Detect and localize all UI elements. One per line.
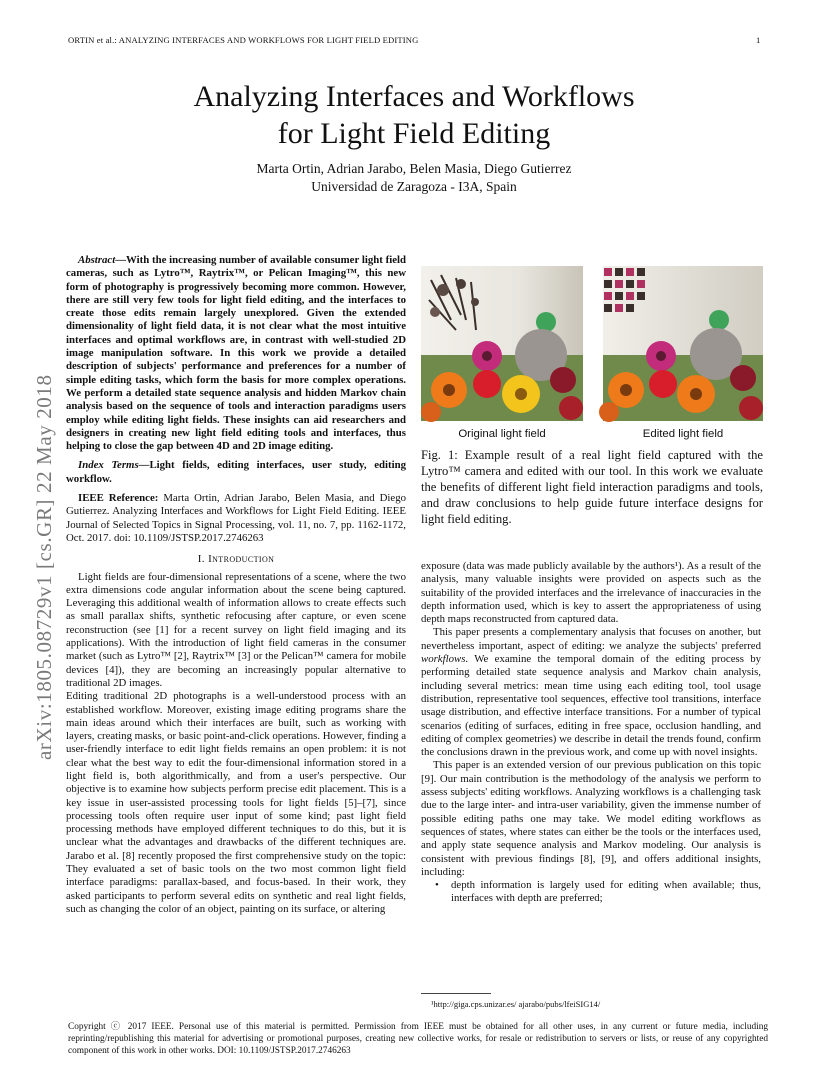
emphasis-workflows: workflows xyxy=(421,653,466,666)
author-affiliation: Universidad de Zaragoza - I3A, Spain xyxy=(311,179,517,194)
bullet-item-1 xyxy=(421,879,761,906)
abstract xyxy=(66,254,406,453)
section-number: I. xyxy=(197,553,205,566)
figure-caption xyxy=(421,447,763,527)
figure-image xyxy=(421,260,763,440)
page-number: 1 xyxy=(756,35,761,45)
right-paragraph-2b: . We examine the temporal domain of the editing process by performing detailed state sequence analysis and Markov chain analysis, including several metrics: mean time using each editing tool, tool usage distribution, representative tool sequences, effective tool transitions, interface usage distribution, and effective interface transitions. For a number of typical scenarios (editing of surfaces, editing in free space, occlusion handling, and editing of complex geometries) we describe in detail the trends found, confirm the conclusions drawn in the previous work, and come up with novel insights. xyxy=(421,653,761,759)
intro-paragraph-2: Editing traditional 2D photographs is a well-understood process with an established workflow. Moreover, existing image editing programs share the main ideas around which their interfaces are built, such as working with layers, creating masks, or basic point-and-click operations. However, finding a user-friendly interface to edit light fields remains an open problem: it is not clear what the best way to edit the four-dimensional information stored in a light field is, both algorithmically, and from a user's perspective. Our objective is to examine how subjects perform precise edit placement. This is a key issue in user-assisted processing tools for light fields [5]–[7], since processing tools often require user input of some kind; past light field processing methods have employed different techniques to do this, but it is unclear what the advantages and drawbacks of the different techniques are. Jarabo et al. [8] recently proposed the first comprehensive study on the topic: They evaluated a set of basic tools on the two most common light field interface paradigms: parallax-based, and focus-based. In their work, they asked participants to perform several edits on synthetic and real light fields, such as changing the color of an object, painting on its surface, or altering xyxy=(66,690,406,915)
copyright-notice: Copyright ⓒ 2017 IEEE. Personal use of this material is permitted. Permission from IEEE must be obtained for all other uses, in any current or future media, including reprinting/republishing this material for advertising or promotional purposes, creating new collective works, for resale or redistribution to servers or lists, or reuse of any copyrighted component of this work in other works. DOI: 10.1109/JSTSP.2017.2746263 xyxy=(68,1022,768,1056)
intro-paragraph-1: Light fields are four-dimensional representations of a scene, where the two extra dimensions code angular information about the scene being captured. Leveraging this additional wealth of information allows to create effects such as small parallax shifts, synthetic refocusing after capture, or even scene reconstruction (see [1] for a recent survey on light field imaging and its applications). With the introduction of light field cameras in the consumer market (such as Lytro™ [2], Raytrix™ [3] or the Pelican™ camera for mobile devices [4]), they are becoming an increasingly popular alternative to traditional 2D images. xyxy=(66,570,406,689)
ieee-reference xyxy=(66,492,406,545)
index-terms xyxy=(66,459,406,486)
paper-title xyxy=(60,78,768,152)
footnote: ¹http://giga.cps.unizar.es/ ajarabo/pubs/lfeiSIG14/ xyxy=(431,999,601,1009)
arxiv-stamp: arXiv:1805.08729v1 [cs.GR] 22 May 2018 xyxy=(32,374,56,760)
running-head: ORTIN et al.: ANALYZING INTERFACES AND WORKFLOWS FOR LIGHT FIELD EDITING xyxy=(68,35,419,45)
abstract-text: —With the increasing number of available consumer light field cameras, such as Lytro™, Raytrix™, or Pelican Imaging™, this new form of photography is progressively becoming more common. However, there are still very few tools for light field editing, and the interfaces to create those edits remain largely unexplored. Given the extended dimensionality of light field data, it is not clear what the most intuitive interfaces and optimal workflows are, in contrast with well-studied 2D image manipulation software. In this work we provide a detailed description of subjects' performance and preferences for a number of simple editing tasks, which form the basis for more complex operations. We perform a detailed state sequence analysis and hidden Markov chain analysis based on the sequence of tools and interaction paradigms users employ while editing light fields. These insights can aid researchers and designers in creating new light field editing tools and interfaces, thus helping to close the gap between 4D and 2D image editing. xyxy=(66,254,406,453)
figure-caption-text: Fig. 1: Example result of a real light field captured with the Lytro™ camera and edited with our tool. In this work we evaluate the benefits of different light field interaction paradigms and tools, and draw conclusions to help guide future interface designs for light field editing. xyxy=(421,448,763,526)
figure-1 xyxy=(421,260,763,440)
index-terms-text: —Light fields, editing interfaces, user study, editing workflow. xyxy=(66,459,406,485)
bullet-dot: • xyxy=(435,879,439,892)
section-heading-introduction xyxy=(66,553,406,566)
abstract-label: Abstract xyxy=(78,254,116,266)
author-block xyxy=(60,160,768,196)
author-names: Marta Ortin, Adrian Jarabo, Belen Masia, Diego Gutierrez xyxy=(256,161,572,176)
left-column xyxy=(66,254,406,916)
right-paragraph-1: exposure (data was made publicly available by the authors¹). As a result of the analysis, many valuable insights were provided on aspects such as the suitability of the provided interfaces and the irrelevance of inaccuracies in the depth information used, which is key to assert the appropriateness of using depth maps reconstructed from captured data. xyxy=(421,560,761,626)
bullet-item-1-text: depth information is largely used for editing when available; thus, interfaces with depth are preferred; xyxy=(451,879,761,905)
label-original: Original light field xyxy=(458,428,546,440)
right-paragraph-3: This paper is an extended version of our previous publication on this topic [9]. Our main contribution is the methodology of the analysis we perform to assess subjects' editing workflows. Analyzing workflows is a challenging task due to the large inter- and intra-user variability, given the immense number of possible editing paths one may take. We model editing workflows as sequences of states, where states can either be the tools or the interfaces used, and apply state sequence analysis and Markov modeling. Our analysis is consistent with previous findings [8], [9], and offers additional insights, including: xyxy=(421,759,761,878)
right-column xyxy=(421,560,761,906)
label-edited: Edited light field xyxy=(642,428,724,440)
right-paragraph-2a: This paper presents a complementary analysis that focuses on another, but nevertheless important, aspect of editing: we analyze the subjects' preferred xyxy=(421,626,761,652)
index-terms-label: Index Terms xyxy=(78,459,139,472)
original-light-field-image xyxy=(421,266,583,422)
title-line-1: Analyzing Interfaces and Workflows xyxy=(193,80,635,113)
title-line-2: for Light Field Editing xyxy=(277,117,551,150)
ieee-reference-text: Marta Ortin, Adrian Jarabo, Belen Masia, and Diego Gutierrez. Analyzing Interfaces and Workflows for Light Field Editing. IEEE Journal of Selected Topics in Signal Processing, vol. 11, no. 7, pp. 1162-1172, Oct. 2017. doi: 10.1109/JSTSP.2017.2746263 xyxy=(66,492,406,544)
footnote-rule xyxy=(421,993,491,994)
ieee-reference-label: IEEE Reference: xyxy=(78,492,159,505)
edited-light-field-image xyxy=(599,266,763,422)
right-paragraph-2 xyxy=(421,626,761,759)
section-title: Introduction xyxy=(208,553,275,566)
